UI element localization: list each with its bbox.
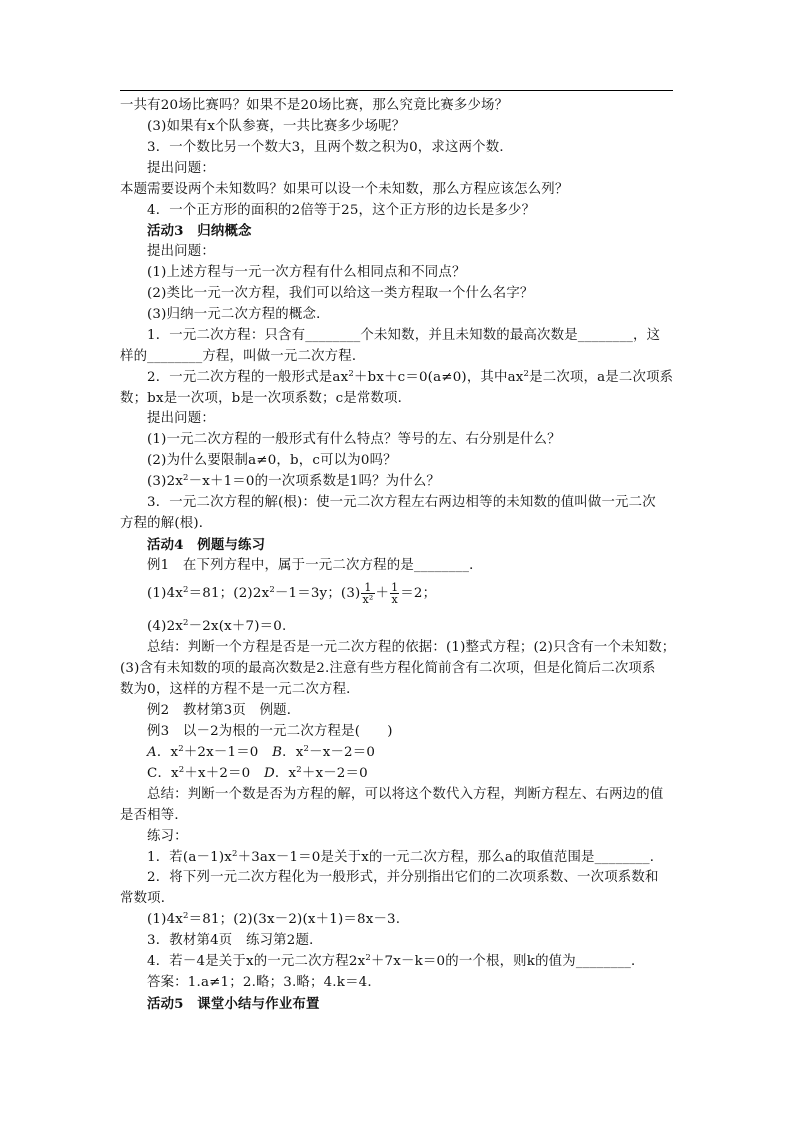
activity-heading: 活动5 课堂小结与作业布置 [147, 996, 320, 1012]
equation-line: $(1)4x^2=81$；$(2)2x^2-1=3y$；(3) $\frac{1}{\text{x²}}$ ＋ $\frac{1}{x}$ ＝2； [147, 581, 437, 606]
choice-line: C．$x^2+x+2=0$ D．$x^2+x-2=0$ [147, 765, 368, 781]
text-line: (2)为什么要限制a≠0，b，c可以为0吗？ [147, 453, 397, 468]
header-rule [120, 90, 673, 91]
text-line: 1．一元二次方程：只含有________个未知数，并且未知数的最高次数是________，这 [147, 328, 661, 343]
text-line: (1)上述方程与一元一次方程有什么相同点和不同点？ [147, 265, 466, 280]
text-line: 1．若$(a-1)x^2+3ax-1=0$是关于x的一元二次方程，那么a的取值范围是________． [147, 849, 664, 865]
text-line: 3．一元二次方程的解(根)：使一元二次方程左右两边相等的未知数的值叫做一元二次 [147, 495, 656, 510]
activity-heading: 活动4 例题与练习 [147, 537, 266, 553]
text-line: $(3)2x^2-x+1=0$的一次项系数是1吗？为什么？ [147, 473, 441, 489]
text-line: 4．一个正方形的面积的2倍等于25，这个正方形的边长是多少？ [147, 203, 536, 218]
text-line: 2．一元二次方程的一般形式是$ax^2+bx+c=0(a\ne 0)$，其中$ax^2$是二次项，a是二次项系 [147, 369, 674, 385]
text-line: 例3 以－2为根的一元二次方程是( ) [147, 724, 393, 739]
text-line: 总结：判断一个方程是否是一元二次方程的依据：(1)整式方程；(2)只含有一个未知数； [147, 640, 676, 655]
text-line: $(1)4x^2=81$；(2)(3x－2)(x＋1)＝8x－3. [147, 911, 401, 927]
answer-line: 答案：1.a≠1；2.略；3.略；4.k＝4. [147, 975, 372, 990]
text-line: 本题需要设两个未知数吗？如果可以设一个未知数，那么方程应该怎么列？ [120, 182, 569, 197]
text-line: 提出问题： [147, 244, 215, 259]
text-line: 3．教材第4页 练习第2题． [147, 933, 323, 948]
text-line: 3．一个数比另一个数大3，且两个数之积为0，求这两个数． [147, 140, 513, 155]
text-line: 样的________方程，叫做一元二次方程． [120, 349, 366, 364]
text-line: 提出问题： [147, 161, 215, 176]
text-line: 例2 教材第3页 例题． [147, 703, 301, 718]
text-line: 方程的解(根)． [120, 516, 213, 531]
text-line: (3)如果有x个队参赛，一共比赛多少场呢？ [147, 119, 406, 134]
text-line: 4．若－4是关于x的一元二次方程$2x^2+7x-k=0$的一个根，则k的值为________． [147, 953, 645, 969]
text-line: 练习： [147, 829, 188, 844]
fraction: $\frac{1}{\text{x²}}$ [362, 581, 374, 606]
fraction: $\frac{1}{x}$ [391, 581, 399, 606]
text-line: 是否相等． [120, 808, 188, 823]
text-line: (3)归纳一元二次方程的概念． [147, 307, 330, 322]
text-line: 2．将下列一元二次方程化为一般形式，并分别指出它们的二次项系数、一次项系数和 [147, 870, 659, 885]
text-line: 总结：判断一个数是否为方程的解，可以将这个数代入方程，判断方程左、右两边的值 [147, 787, 664, 802]
equation-line: $(4)2x^2-2x(x+7)=0$. [147, 618, 287, 634]
choice-line: A．$x^2+2x-1=0$ B．$x^2-x-2=0$ [147, 744, 376, 760]
text-line: (3)含有未知数的项的最高次数是2.注意有些方程化简前含有二次项，但是化简后二次项系 [120, 661, 656, 676]
text-line: (2)类比一元一次方程，我们可以给这一类方程取一个什么名字？ [147, 286, 534, 301]
activity-heading: 活动3 归纳概念 [147, 223, 252, 239]
text-line: 常数项． [120, 891, 175, 906]
example-line: 例1 在下列方程中，属于一元二次方程的是________． [147, 558, 483, 573]
text-line: (1)一元二次方程的一般形式有什么特点？等号的左、右分别是什么？ [147, 432, 561, 447]
text-line: 数为0，这样的方程不是一元二次方程． [120, 682, 360, 697]
text-line: 一共有20场比赛吗？如果不是20场比赛，那么究竟比赛多少场？ [120, 98, 509, 113]
text-line: 提出问题： [147, 411, 215, 426]
text-line: 数；bx是一次项，b是一次项系数；c是常数项． [120, 391, 412, 406]
